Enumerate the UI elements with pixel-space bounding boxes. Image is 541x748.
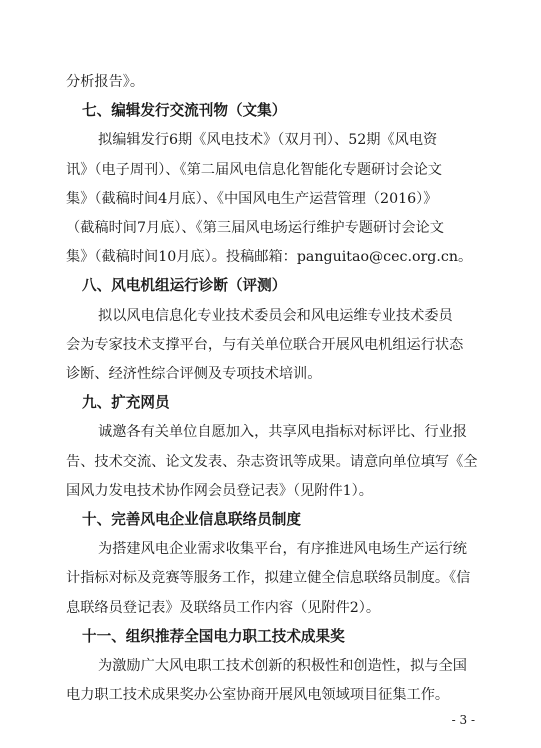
text-line: 分析报告》。: [66, 74, 145, 90]
section-heading-10: 十、完善风电企业信息联络员制度: [82, 511, 301, 528]
text-line: 诚邀各有关单位自愿加入，共享风电指标对标评比、行业报: [98, 424, 467, 441]
text-line: 诊断、经济性综合评侧及专项技术培训。: [66, 366, 322, 382]
text-line: 为搭建风电企业需求收集平台，有序推进风电场生产运行统: [98, 541, 467, 558]
text-line: 会为专家技术支撑平台，与有关单位联合开展风电机组运行状态: [66, 336, 464, 353]
section-heading-9: 九、扩充网员: [82, 394, 170, 412]
text-line: （截稿时间7月底）、《第三届风电场运行维护专题研讨会论文: [66, 220, 444, 236]
page-number: - 3 -: [451, 713, 475, 727]
text-line: 为激励广大风电职工技术创新的积极性和创造性，拟与全国: [98, 658, 467, 674]
text-line: 国风力发电技术协作网会员登记表》（见附件1）。: [66, 482, 373, 499]
text-line: 息联络员登记表》及联络员工作内容（见附件2）。: [66, 599, 381, 616]
text-line: 告、技术交流、论文发表、杂志资讯等成果。请意向单位填写《全: [66, 453, 478, 470]
text-line: 计指标对标及竞赛等服务工作，拟建立健全信息联络员制度。《信: [66, 570, 471, 587]
text-line: 集》（截稿时间10月底）。投稿邮箱：panguitao@cec.org.cn。: [66, 249, 473, 266]
section-heading-7: 七、编辑发行交流刊物（文集）: [82, 102, 287, 120]
text-line: 讯》（电子周刊）、《第二届风电信息化智能化专题研讨会论文: [66, 161, 442, 178]
section-heading-8: 八、风电机组运行诊断（评测）: [82, 277, 287, 295]
text-line: 电力职工技术成果奖办公室协商开展风电领域项目征集工作。: [66, 687, 450, 704]
text-line: 拟以风电信息化专业技术委员会和风电运维专业技术委员: [98, 307, 453, 324]
text-line: 拟编辑发行6期《风电技术》（双月刊）、52期《风电资: [98, 132, 438, 149]
text-line: 集》（截稿时间4月底）、《中国风电生产运营管理（2016）》: [66, 190, 438, 207]
section-heading-11: 十一、组织推荐全国电力职工技术成果奖: [82, 627, 345, 645]
